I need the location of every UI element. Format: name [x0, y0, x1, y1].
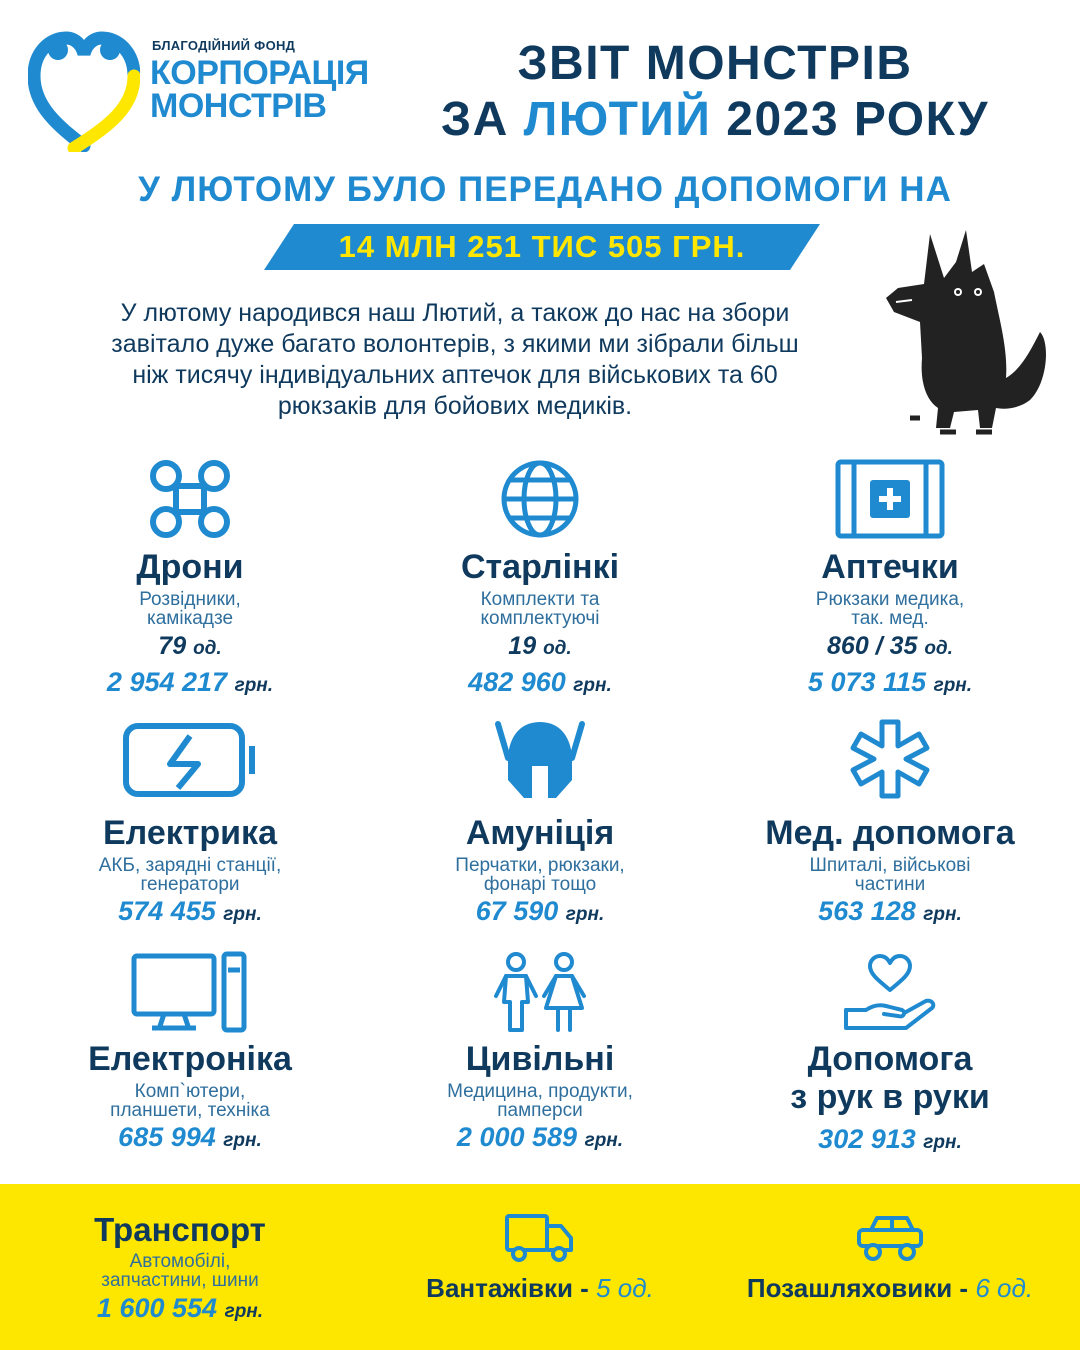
- globe-icon: [498, 458, 582, 540]
- category-amount: 2 000 589 грн.: [456, 1122, 624, 1152]
- computer-icon: [130, 950, 250, 1034]
- category-drones: [10, 458, 370, 703]
- category-description: Комп`ютери, планшети, техніка: [110, 1081, 270, 1121]
- total-amount: 14 МЛН 251 ТИС 505 ГРН.: [338, 229, 746, 264]
- category-name: Аптечки: [821, 548, 959, 586]
- heart-hand-icon: [842, 950, 938, 1034]
- category-description: АКБ, зарядні станції, генератори: [98, 855, 282, 895]
- category-description: Медицина, продукти, памперси: [447, 1081, 633, 1121]
- helmet-icon: [492, 718, 588, 800]
- civilians-icon: [492, 950, 588, 1034]
- category-description: Рюкзаки медика, так. мед.: [815, 589, 965, 629]
- category-amount: 5 073 115 грн.: [807, 667, 973, 697]
- transport-summary: [30, 1212, 330, 1330]
- category-starlinks: [360, 458, 720, 703]
- report-title-line2: ЗА ЛЮТИЙ 2023 РОКУ: [441, 93, 989, 146]
- category-name: Дрони: [136, 548, 244, 586]
- organization-type: БЛАГОДІЙНИЙ ФОНД: [152, 38, 296, 53]
- report-title: [360, 36, 1070, 148]
- drone-icon: [148, 458, 232, 540]
- total-banner: [264, 224, 820, 270]
- category-amount: 563 128 грн.: [818, 896, 962, 926]
- organization-name-line1: КОРПОРАЦІЯ: [150, 54, 369, 92]
- category-description: Перчатки, рюкзаки, фонарі тощо: [455, 855, 625, 895]
- category-ammunition: [360, 718, 720, 932]
- category-electronics: [10, 950, 370, 1158]
- category-amount: 685 994 грн.: [118, 1122, 262, 1152]
- category-name: Електрика: [102, 814, 277, 852]
- category-amount: 482 960 грн.: [468, 667, 612, 697]
- suvs-block: [720, 1212, 1060, 1304]
- wolf-icon: [880, 222, 1060, 438]
- suv-icon: [855, 1212, 925, 1264]
- category-medical-help: [710, 718, 1070, 932]
- category-amount: 574 455 грн.: [118, 896, 262, 926]
- trucks-block: [400, 1212, 680, 1304]
- medical-star-icon: [847, 718, 933, 800]
- category-name: Цивільні: [465, 1040, 615, 1078]
- first-aid-kit-icon: [834, 458, 946, 540]
- category-amount: 302 913 грн.: [818, 1124, 962, 1154]
- transport-section: [0, 1184, 1080, 1350]
- category-name: Допомога з рук в руки: [790, 1040, 990, 1116]
- category-amount: 67 590 грн.: [475, 896, 605, 926]
- category-amount: 2 954 217 грн.: [106, 667, 274, 697]
- category-quantity: 19 од.: [508, 632, 572, 660]
- wolf-illustration: [880, 222, 1060, 438]
- category-name: Мед. допомога: [765, 814, 1015, 852]
- report-month: ЛЮТИЙ: [523, 93, 712, 146]
- category-first-aid-kits: [710, 458, 1070, 703]
- transport-title: Транспорт: [94, 1211, 266, 1248]
- category-name: Старлінкі: [460, 548, 620, 586]
- category-description: Розвідники, камікадзе: [139, 589, 241, 629]
- category-electrical: [10, 718, 370, 932]
- transport-amount: 1 600 554 грн.: [96, 1293, 264, 1323]
- category-name: Амуніція: [465, 814, 615, 852]
- truck-icon: [505, 1212, 575, 1264]
- category-quantity: 79 од.: [158, 632, 222, 660]
- battery-charging-icon: [120, 718, 260, 800]
- organization-name: [150, 54, 369, 125]
- category-quantity: 860 / 35 од.: [827, 632, 953, 660]
- organization-logo: [28, 26, 140, 152]
- summary-heading: У ЛЮТОМУ БУЛО ПЕРЕДАНО ДОПОМОГИ НА: [138, 170, 952, 209]
- transport-description: Автомобілі, запчастини, шини: [101, 1251, 259, 1291]
- organization-name-line2: МОНСТРІВ: [150, 87, 327, 125]
- category-description: Шпиталі, військові частини: [809, 855, 971, 895]
- report-title-line1: ЗВІТ МОНСТРІВ: [517, 37, 913, 90]
- heart-ribbon-logo-icon: [28, 26, 140, 152]
- category-hand-to-hand-help: [710, 950, 1070, 1160]
- intro-paragraph: У лютому народився наш Лютий, а також до нас на збори завітало дуже багато волонтерів, з якими ми зібрали більш ніж тисячу індивідуальних аптечок для військових та 60 рюкзаків для бойових медиків.: [111, 299, 799, 420]
- trucks-count: Вантажівки - 5 од.: [426, 1273, 654, 1303]
- category-civilians: [360, 950, 720, 1158]
- category-description: Комплекти та комплектуючі: [480, 589, 600, 629]
- suvs-count: Позашляховики - 6 од.: [746, 1273, 1034, 1303]
- category-name: Електроніка: [88, 1040, 292, 1078]
